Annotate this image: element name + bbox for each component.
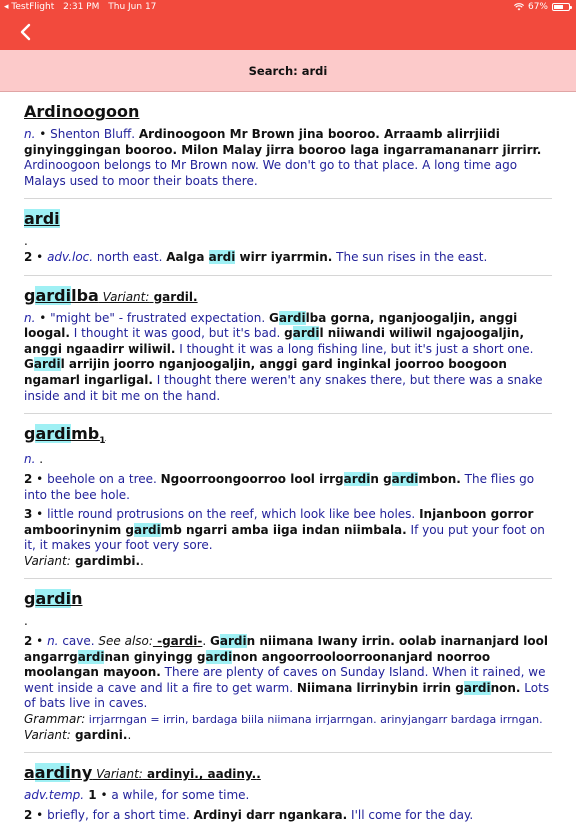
pos-line: n. . [24, 452, 44, 467]
definition: beehole on a tree. [47, 471, 161, 486]
search-highlight: ardi [35, 285, 72, 305]
example: Niimana lirrinybin irrin gardinon. [296, 680, 521, 695]
battery-icon [552, 3, 570, 11]
status-date: Thu Jun 17 [108, 2, 157, 12]
sense [24, 250, 552, 266]
see-also-link[interactable]: -gardi- [152, 634, 203, 649]
sense-number: 2 [24, 634, 33, 649]
entry-gardilba[interactable] [24, 276, 552, 415]
search-highlight: ardi [34, 763, 71, 783]
part-of-speech: adv.loc. [47, 249, 94, 264]
homonym-number: 1 [99, 436, 106, 447]
results-list[interactable] [0, 92, 576, 822]
back-to-app[interactable]: ◂ TestFlight [4, 2, 55, 12]
headword: aardiny Variant: ardinyi., aadiny.. [24, 763, 261, 783]
translation: I'll come for the day. [347, 807, 474, 822]
variant-line: Variant: gardimbi.. [24, 553, 144, 568]
bullet: • [32, 507, 48, 522]
part-of-speech: adv.temp. [24, 788, 85, 803]
search-title: Search: ardi [0, 50, 576, 92]
definition: briefly, for a short time. [47, 807, 194, 822]
status-bar [0, 0, 576, 14]
translation: The flies go into the bee hole. [24, 471, 535, 502]
variant-label: Variant: [92, 767, 143, 782]
bullet: • [96, 788, 112, 803]
dot-line: . [24, 234, 28, 249]
bullet: • [35, 310, 51, 325]
sense-number: 2 [24, 471, 33, 486]
bullet: • [35, 127, 51, 141]
variant-value: gardil. [149, 289, 198, 304]
example: Ardinoogoon Mr Brown jina booroo. Arraamb alirrjiidi ginyinggingan booroo. Milon Malay jirra booroo laga ingarramananarr jirrirr. [24, 127, 542, 157]
definition: little round protrusions on the reef, which look like bee holes. [47, 507, 420, 522]
bullet: • [32, 807, 48, 822]
entry-gardimb[interactable] [24, 414, 552, 579]
part-of-speech: n. [24, 452, 36, 467]
headword: gardilba Variant: gardil. [24, 285, 198, 305]
sense-number: 3 [24, 507, 33, 522]
sense [24, 808, 552, 824]
translation: If you put your foot on it, it makes your foot very sore. [24, 522, 545, 553]
sense [24, 472, 552, 503]
example: Gardil arrijin joorro nganjoogaljin, anggi gard inginkal joorroo boogoon ngamarl ingarligal. [24, 357, 507, 387]
grammar-note: irrjarrngan = irrin, bardaga biila niimana irrjarrngan. arinyjangarr bardaga irrngan. [85, 713, 543, 727]
example: Gardilba gorna, nganjoogaljin, anggi loogal. [24, 310, 518, 341]
entry-ardinoogoon[interactable] [24, 92, 552, 199]
example: Ardinyi darr ngankara. [193, 807, 348, 822]
variant-label: Variant: [98, 289, 150, 304]
variant-label: Variant: [24, 727, 71, 742]
battery-percent: 67% [527, 2, 548, 12]
sense-number: 2 [24, 807, 33, 822]
part-of-speech: n. [47, 634, 59, 649]
sense [24, 127, 552, 189]
bullet: • [32, 634, 48, 649]
variant-value: gardini. [70, 727, 128, 742]
search-highlight: ardi [24, 209, 60, 229]
translation: I thought it was a long fishing line, but it's just a short one. [175, 341, 534, 356]
sense: 2 • n. cave. See also: -gardi-. Gardin niimana Iwany irrin. oolab inarnanjard lool angarrgardinan ginyingg gardinon angoorrooloorroonanjard noorroo moolangan mayoon. There are plenty of caves on Sunday Island. When it rained, we went inside a cave and lit a fire to get warm. Niimana lirrinybin irrin gardinon. Lots of bats live in caves. [24, 634, 550, 711]
see-also-label: See also: [98, 634, 153, 649]
part-of-speech: n. [24, 127, 36, 141]
example: Ngoorroongoorroo lool irrgardin gardimbon. [160, 471, 461, 486]
example: gardil niiwandi wiliwil ngajoogaljin, anggi ngaadirr wiliwil. [24, 326, 524, 356]
nav-bar [0, 14, 576, 50]
part-of-speech: n. [24, 310, 36, 325]
variant-value: gardimbi. [70, 553, 141, 568]
example: Aalga ardi wirr iyarrmin. [166, 249, 333, 264]
definition: north east. [93, 249, 167, 264]
example: Injanboon gorror amboorinynim gardimb ngarri amba iiga indan niimbala. [24, 507, 534, 537]
headword: gardin [24, 589, 83, 609]
bullet: • [32, 471, 48, 486]
status-right [514, 0, 570, 14]
sense [24, 507, 552, 554]
entry-aardiny[interactable] [24, 753, 552, 832]
sense-number: 1 [84, 788, 97, 803]
grammar-line [24, 712, 552, 728]
dot-line: . [24, 614, 28, 629]
headword: gardimb$_1$ [24, 424, 106, 447]
bullet: • [32, 249, 48, 264]
definition: Shenton Bluff. [50, 127, 139, 141]
definition: "might be" - frustrated expectation. [50, 310, 269, 325]
grammar-label: Grammar: [24, 712, 86, 727]
search-highlight: ardi [35, 424, 72, 444]
variant-label: Variant: [24, 553, 71, 568]
translation: The sun rises in the east. [332, 249, 488, 264]
sense [24, 311, 552, 405]
sense-number: 2 [24, 249, 33, 264]
translation: There are plenty of caves on Sunday Island. When it rained, we went inside a cave and lit a fire to get warm. [24, 665, 546, 695]
chevron-left-icon[interactable] [14, 20, 38, 44]
translation: I thought there weren't any snakes there, but there was a snake inside and it bit me on the hand. [24, 372, 543, 403]
entry-gardin[interactable] [24, 579, 552, 753]
translation: Ardinoogoon belongs to Mr Brown now. We don't go to that place. A long time ago Malays used to moor their boats there. [24, 158, 518, 188]
variant-value: ardinyi., aadiny. [142, 767, 257, 782]
status-time: 2:31 PM [63, 2, 100, 12]
translation: Lots of bats live in caves. [24, 680, 550, 711]
status-left [4, 0, 162, 14]
headword [24, 209, 552, 228]
variant-line: Variant: gardini.. [24, 727, 132, 742]
search-highlight: ardi [35, 589, 72, 609]
translation: I thought it was good, but it's bad. [69, 326, 285, 341]
headword: Ardinoogoon [24, 102, 140, 121]
wifi-icon [514, 3, 524, 11]
entry-ardi[interactable] [24, 199, 552, 275]
definition: cave. [58, 634, 99, 649]
sense [24, 788, 552, 804]
example: Gardin niimana Iwany irrin. oolab inarnanjard lool angarrgardinan ginyingg gardinon angoorrooloorroonanjard noorroo moolangan mayoon. [24, 634, 548, 680]
definition: a while, for some time. [111, 788, 250, 803]
